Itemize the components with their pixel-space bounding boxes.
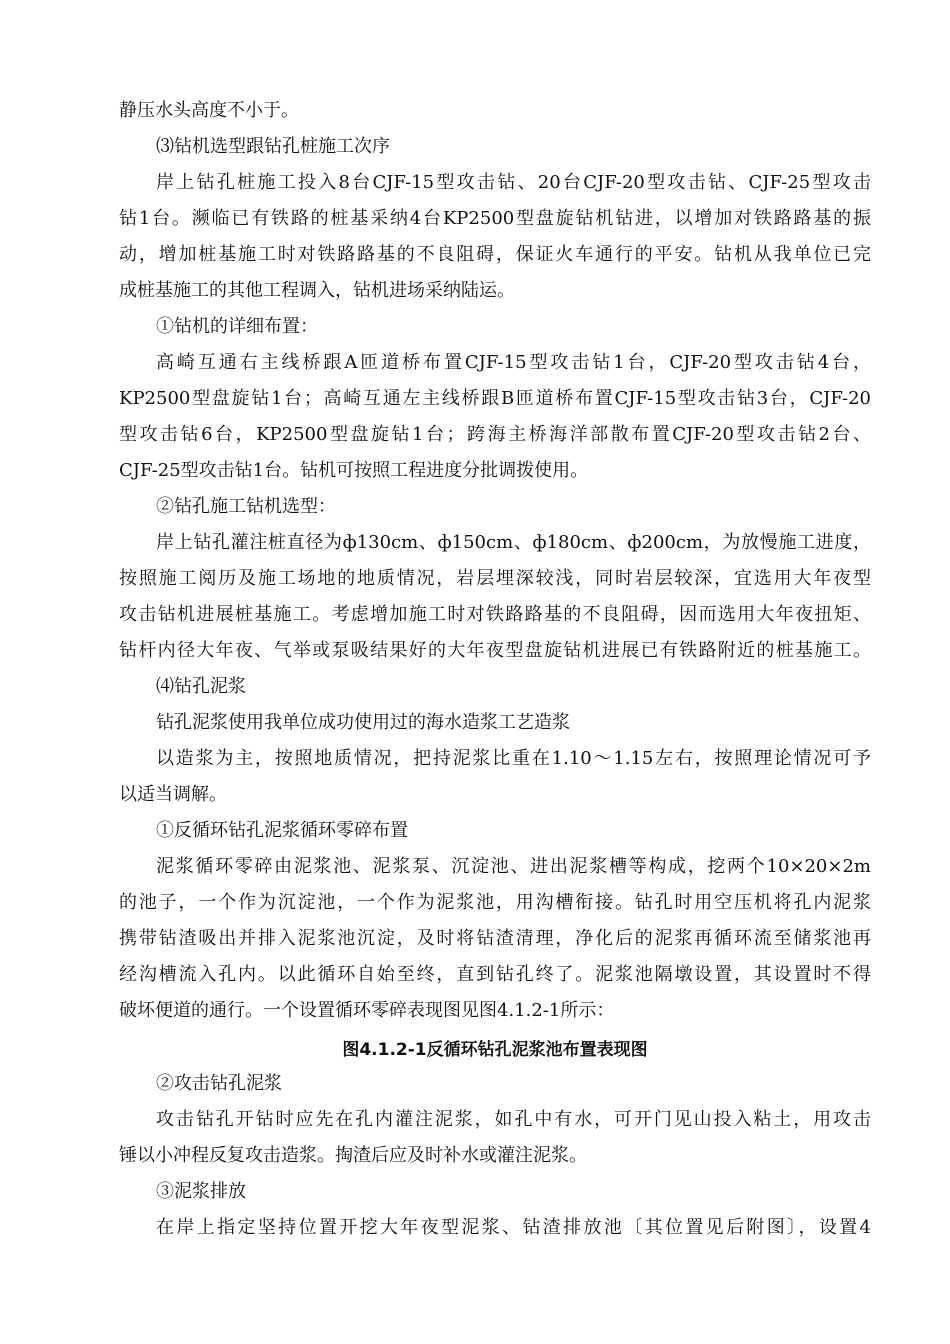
subsection-heading: ②攻击钻孔泥浆 (156, 1073, 282, 1094)
paragraph-line: 静压水头高度不小于。 (119, 100, 299, 121)
paragraph-line: 动，增加桩基施工时对铁路路基的不良阻碍，保证火车通行的平安。钻机从我单位已完 (119, 244, 871, 265)
paragraph-line: 泥浆循环零碎由泥浆池、泥浆泵、沉淀池、进出泥浆槽等构成，挖两个10×20×2m (156, 856, 871, 877)
subsection-heading: ③泥浆排放 (156, 1181, 246, 1202)
paragraph-line: 岸上钻孔灌注桩直径为ф130cm、ф150cm、ф180cm、ф200cm，为放慢施工进度， (156, 532, 871, 553)
section-heading: ⑷钻孔泥浆 (156, 676, 246, 697)
paragraph-line: 破坏便道的通行。一个设置循环零碎表现图见图4.1.2-1所示： (119, 1000, 615, 1021)
figure-caption: 图4.1.2-1反循环钻孔泥浆池布置表现图 (342, 1040, 648, 1060)
paragraph-line: 经沟槽流入孔内。以此循环自始至终，直到钻孔终了。泥浆池隔墩设置，其设置时不得 (119, 964, 871, 985)
subsection-heading: ②钻孔施工钻机选型： (156, 496, 336, 517)
paragraph-line: 高崎互通右主线桥跟A匝道桥布置CJF-15型攻击钻1台，CJF-20型攻击钻4台， (156, 352, 871, 373)
paragraph-line: 钻1台。濒临已有铁路的桩基采纳4台KP2500型盘旋钻机钻进，以增加对铁路路基的振 (119, 208, 871, 229)
subsection-heading: ①钻机的详细布置： (156, 316, 318, 337)
section-heading: ⑶钻机选型跟钻孔桩施工次序 (156, 136, 390, 157)
paragraph-line: KP2500型盘旋钻1台；高崎互通左主线桥跟B匝道桥布置CJF-15型攻击钻3台，CJF-20 (119, 388, 871, 409)
paragraph-line: 按照施工阅历及施工场地的地质情况，岩层埋深较浅，同时岩层较深，宜选用大年夜型 (119, 568, 871, 589)
paragraph-line: 在岸上指定坚持位置开挖大年夜型泥浆、钻渣排放池〔其位置见后附图〕，设置4 (156, 1217, 871, 1238)
paragraph-line: 成桩基施工的其他工程调入，钻机进场采纳陆运。 (119, 280, 515, 301)
paragraph-line: 岸上钻孔桩施工投入8台CJF-15型攻击钻、20台CJF-20型攻击钻、CJF-25型攻击 (156, 172, 871, 193)
paragraph-line: 的池子，一个作为沉淀池，一个作为泥浆池，用沟槽衔接。钻孔时用空压机将孔内泥浆 (119, 892, 871, 913)
paragraph-line: 攻击钻机进展桩基施工。考虑增加施工时对铁路路基的不良阻碍，因而选用大年夜扭矩、 (119, 604, 871, 625)
paragraph-line: 攻击钻孔开钻时应先在孔内灌注泥浆，如孔中有水，可开门见山投入粘土，用攻击 (156, 1109, 871, 1130)
paragraph-line: CJF-25型攻击钻1台。钻机可按照工程进度分批调拨使用。 (119, 460, 589, 481)
paragraph-line: 型攻击钻6台，KP2500型盘旋钻1台；跨海主桥海洋部散布置CJF-20型攻击钻2台、 (119, 424, 871, 445)
paragraph-line: 钻孔泥浆使用我单位成功使用过的海水造浆工艺造浆 (156, 712, 570, 733)
subsection-heading: ①反循环钻孔泥浆循环零碎布置 (156, 820, 408, 841)
paragraph-line: 携带钻渣吸出并排入泥浆池沉淀，及时将钻渣清理，净化后的泥浆再循环流至储浆池再 (119, 928, 871, 949)
paragraph-line: 以适当调解。 (119, 784, 227, 805)
paragraph-line: 钻杆内径大年夜、气举或泵吸结果好的大年夜型盘旋钻机进展已有铁路附近的桩基施工。 (119, 640, 871, 661)
paragraph-line: 锤以小冲程反复攻击造浆。掏渣后应及时补水或灌注泥浆。 (119, 1145, 587, 1166)
paragraph-line: 以造浆为主，按照地质情况，把持泥浆比重在1.10～1.15左右，按照理论情况可予 (156, 748, 871, 769)
